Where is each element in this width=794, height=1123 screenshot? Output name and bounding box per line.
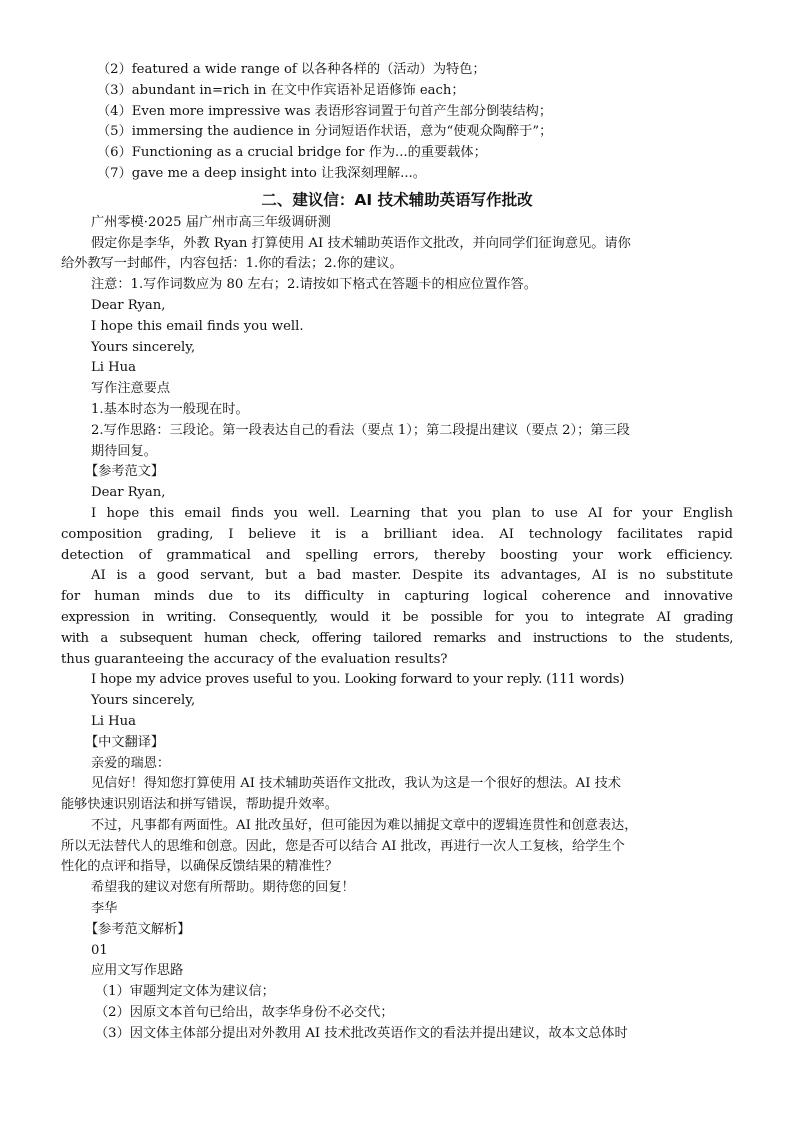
format-line: I hope this email finds you well.	[91, 318, 304, 334]
model-line: Li Hua	[91, 713, 137, 729]
translation-line: 所以无法替代人的思维和创意。因此，您是否可以结合 AI 批改，再进行一次人工复核，给学生个	[61, 838, 625, 854]
tips-title: 写作注意要点	[91, 381, 171, 397]
model-line: AI is a good servant, but a bad master. Despite its advantages, AI is no substitute	[91, 568, 733, 584]
analysis-line: （2）因原文本首句已给出，故李华身份不必交代；	[95, 1005, 394, 1021]
model-line: with a subsequent human check, offering tailored remarks and instructions to the students,	[61, 630, 733, 646]
note-line: （3）abundant in=rich in 在文中作宾语补足语修饰 each；	[97, 82, 465, 98]
tips-block	[61, 379, 733, 462]
note-line: （6）Functioning as a crucial bridge for 作为...的重要载体；	[97, 145, 487, 161]
note-line: （7）gave me a deep insight into 让我深刻理解...。	[97, 165, 426, 181]
section-title: 二、建议信：AI 技术辅助英语写作批改	[261, 190, 533, 209]
prompt	[61, 234, 733, 296]
translation-line: 见信好！得知您打算使用 AI 技术辅助英语作文批改，我认为这是一个很好的想法。AI 技术	[91, 776, 621, 792]
note-line: （2）featured a wide range of 以各种各样的（活动）为特色；	[97, 62, 486, 77]
model-greeting: Dear Ryan,	[91, 485, 166, 501]
format-block	[61, 296, 733, 379]
model-line: for human minds due to its difficulty in capturing logical coherence and innovative	[61, 589, 733, 605]
prompt-line: 注意：1.写作词数应为 80 左右；2.请按如下格式在答题卡的相应位置作答。	[91, 277, 537, 293]
prompt-line: 给外教写一封邮件，内容包括：1.你的看法；2.你的建议。	[61, 256, 403, 272]
analysis-title: 【参考范文解析】	[85, 921, 191, 937]
translation-line: 亲爱的瑞恩：	[91, 755, 171, 771]
translation-line: 不过，凡事都有两面性。AI 批改虽好，但可能因为难以捕捉文章中的逻辑连贯性和创意表达，	[91, 817, 638, 833]
analysis-number: 01	[91, 942, 108, 958]
model-line: I hope my advice proves useful to you. Looking forward to your reply. (111 words)	[91, 672, 625, 688]
format-line: Dear Ryan,	[91, 297, 166, 313]
model-title: 【参考范文】	[85, 464, 165, 480]
translation-line: 希望我的建议对您有所帮助。期待您的回复！	[91, 880, 355, 896]
notes-list	[61, 60, 733, 185]
document-page	[61, 60, 733, 1045]
source-line: 广州零模·2025 届广州市高三年级调研测	[91, 214, 331, 230]
prompt-line: 假定你是李华，外教 Ryan 打算使用 AI 技术辅助英语作文批改，并向同学们征询意见。请你	[91, 235, 631, 251]
model-line: Yours sincerely,	[91, 693, 196, 709]
model-line: expression in writing. Consequently, would it be possible for you to integrate AI grading	[61, 609, 733, 625]
analysis-line: （3）因文体主体部分提出对外教用 AI 技术批改英语作文的看法并提出建议，故本文总体时	[95, 1025, 628, 1041]
translation-title: 【中文翻译】	[85, 734, 165, 750]
tips-line: 2.写作思路：三段论。第一段表达自己的看法（要点 1）；第二段提出建议（要点 2）；第三段	[91, 422, 630, 438]
translation-line: 李华	[91, 901, 118, 917]
model-line: thus guaranteeing the accuracy of the evaluation results?	[61, 651, 448, 667]
analysis	[61, 920, 733, 1045]
format-line: Yours sincerely,	[91, 339, 196, 355]
model-line: detection of grammatical and spelling errors, thereby boosting your work efficiency.	[61, 547, 733, 563]
translation	[61, 733, 733, 920]
model-line: I hope this email finds you well. Learning that you plan to use AI for your English	[91, 505, 733, 521]
tips-line: 1.基本时态为一般现在时。	[91, 401, 249, 417]
translation-line: 性化的点评和指导，以确保反馈结果的精准性？	[61, 859, 338, 875]
note-line: （5）immersing the audience in 分词短语作状语，意为“使观众陶醉于”；	[97, 124, 553, 140]
model-line: composition grading, I believe it is a brilliant idea. AI technology facilitates rapid	[61, 526, 733, 542]
tips-line: 期待回复。	[91, 443, 157, 459]
format-line: Li Hua	[91, 360, 137, 376]
note-line: （4）Even more impressive was 表语形容词置于句首产生部分倒装结构；	[97, 103, 553, 119]
analysis-line: （1）审题判定文体为建议信；	[95, 984, 275, 1000]
analysis-subtitle: 应用文写作思路	[91, 963, 184, 979]
model-essay	[61, 462, 733, 732]
translation-line: 能够快速识别语法和拼写错误，帮助提升效率。	[61, 797, 338, 813]
